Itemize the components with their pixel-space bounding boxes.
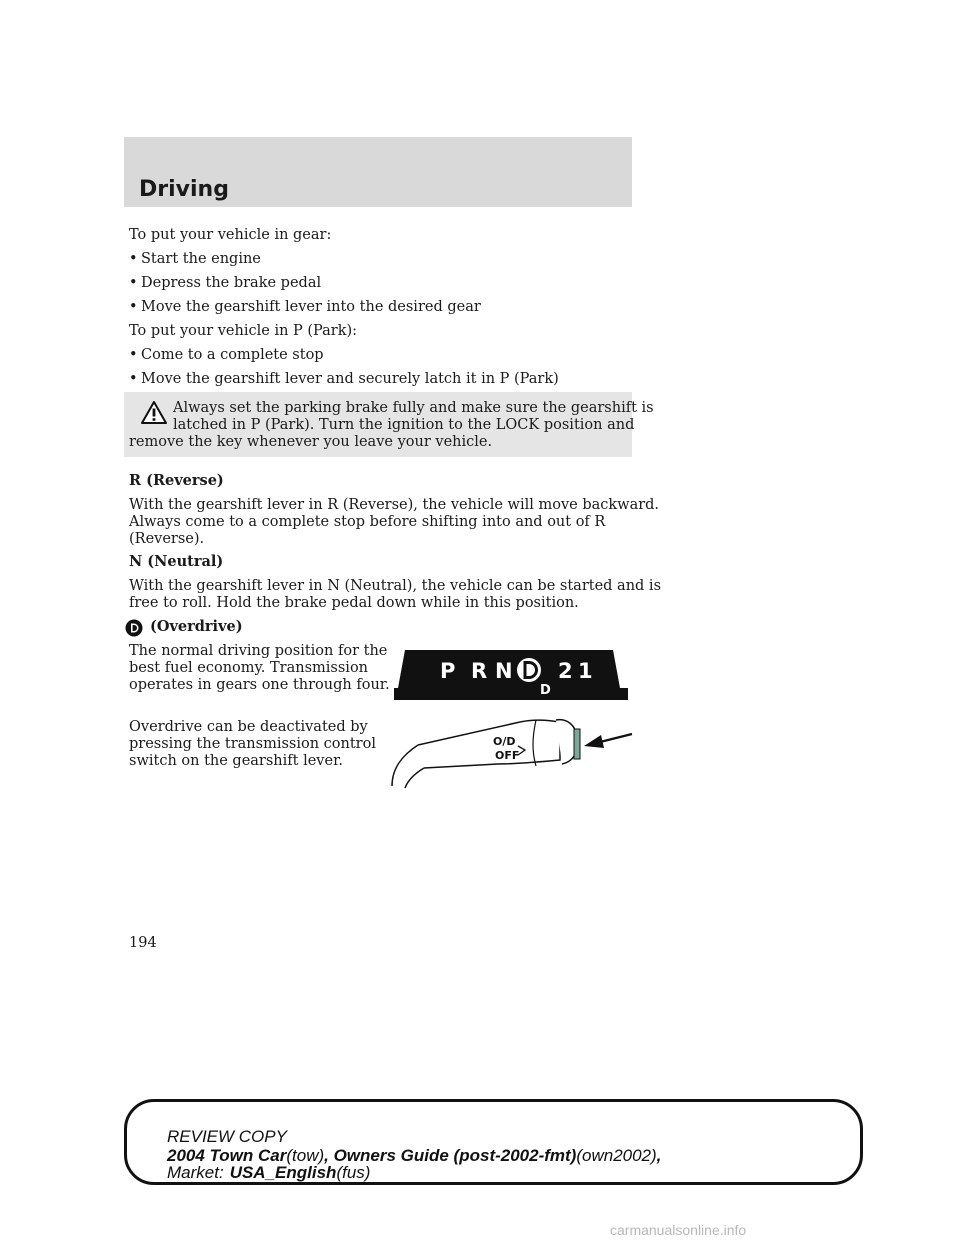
review-copy-footer bbox=[124, 1099, 863, 1185]
overdrive-text-line: The normal driving position for the bbox=[129, 643, 388, 659]
footer-guide-code: (own2002) bbox=[576, 1146, 657, 1165]
list-item: Depress the brake pedal bbox=[141, 275, 322, 291]
bullet: • bbox=[129, 251, 138, 267]
footer-model: 2004 Town Car bbox=[167, 1146, 287, 1165]
neutral-text-line: free to roll. Hold the brake pedal down while in this position. bbox=[129, 595, 579, 611]
footer-market-code: (fus) bbox=[336, 1163, 371, 1182]
footer-market: USA_English bbox=[229, 1163, 337, 1182]
warning-triangle-icon bbox=[140, 400, 168, 426]
gear-letter: D bbox=[540, 683, 551, 698]
bullet: • bbox=[129, 299, 138, 315]
warning-text-line: latched in P (Park). Turn the ignition to the LOCK position and bbox=[173, 417, 635, 433]
list-item: Start the engine bbox=[141, 251, 261, 267]
section-title: Driving bbox=[139, 177, 229, 202]
overdrive-text-line: Overdrive can be deactivated by bbox=[129, 719, 368, 735]
reverse-text-line: Always come to a complete stop before shifting into and out of R bbox=[129, 514, 606, 530]
neutral-heading: N (Neutral) bbox=[129, 553, 224, 570]
warning-text-line: remove the key whenever you leave your vehicle. bbox=[129, 434, 493, 450]
bullet: • bbox=[129, 347, 138, 363]
reverse-text-line: (Reverse). bbox=[129, 531, 205, 547]
overdrive-text-line: pressing the transmission control bbox=[129, 736, 376, 752]
section-header bbox=[124, 137, 632, 207]
list-item: Move the gearshift lever and securely latch it in P (Park) bbox=[141, 371, 559, 387]
footer-guide: , Owners Guide (post-2002-fmt) bbox=[324, 1146, 577, 1165]
neutral-text-line: With the gearshift lever in N (Neutral), the vehicle can be started and is bbox=[129, 578, 662, 594]
footer-model-code: (tow) bbox=[286, 1146, 325, 1165]
warning-text-line: Always set the parking brake fully and make sure the gearshift is bbox=[173, 400, 654, 416]
warning-box bbox=[124, 392, 654, 457]
footer-line bbox=[167, 1164, 370, 1182]
list-item: Move the gearshift lever into the desired gear bbox=[141, 299, 481, 315]
gear-letter: 2 bbox=[558, 659, 573, 683]
gear-letter: 1 bbox=[578, 659, 593, 683]
list-item: Come to a complete stop bbox=[141, 347, 324, 363]
gearshift-illustration bbox=[388, 640, 638, 790]
park-heading: To put your vehicle in P (Park): bbox=[129, 323, 358, 339]
gear-heading: To put your vehicle in gear: bbox=[129, 227, 332, 243]
gear-letter: P bbox=[440, 659, 456, 683]
footer-comma: , bbox=[656, 1146, 662, 1165]
switch-label: O/D bbox=[493, 735, 516, 748]
footer-market-label: Market: bbox=[167, 1163, 224, 1182]
gear-letter: R bbox=[471, 659, 488, 683]
overdrive-text-line: switch on the gearshift lever. bbox=[129, 753, 344, 769]
arrow-icon bbox=[584, 734, 632, 748]
footer-line: REVIEW COPY bbox=[167, 1127, 287, 1146]
overdrive-text-line: operates in gears one through four. bbox=[129, 677, 390, 693]
bullet: • bbox=[129, 371, 138, 387]
gear-letter: N bbox=[495, 659, 513, 683]
switch-label: OFF bbox=[495, 749, 520, 762]
reverse-text-line: With the gearshift lever in R (Reverse), the vehicle will move backward. bbox=[129, 497, 660, 513]
reverse-heading: R (Reverse) bbox=[129, 472, 224, 489]
watermark: carmanualsonline.info bbox=[610, 1222, 747, 1238]
gearshift-lever bbox=[392, 720, 580, 788]
overdrive-heading: (Overdrive) bbox=[150, 618, 243, 635]
page-number: 194 bbox=[129, 935, 157, 951]
overdrive-icon bbox=[125, 619, 143, 637]
bullet: • bbox=[129, 275, 138, 291]
overdrive-text-line: best fuel economy. Transmission bbox=[129, 660, 369, 676]
